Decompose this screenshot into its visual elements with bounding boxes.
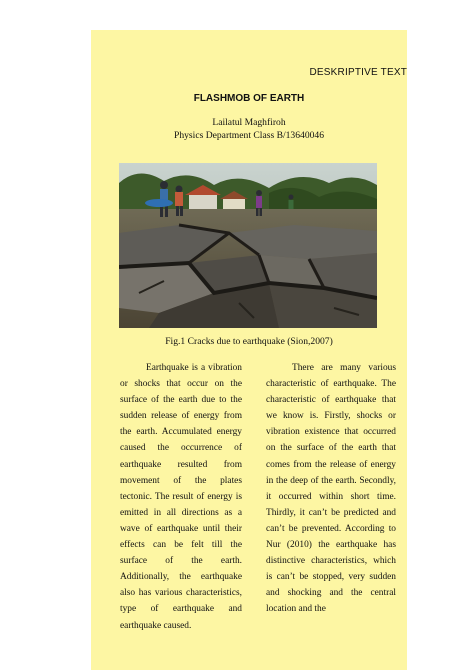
author-affiliation: Physics Department Class B/13640046 xyxy=(173,129,325,141)
document-page xyxy=(91,30,407,670)
author-name: Lailatul Maghfiroh xyxy=(212,117,286,128)
blue-container xyxy=(145,199,173,207)
left-column xyxy=(120,360,242,634)
author-block xyxy=(91,117,407,142)
right-column xyxy=(266,360,396,618)
earthquake-photo xyxy=(119,163,377,361)
genre-label: DESKRIPTIVE TEXT xyxy=(309,67,407,78)
right-column-text: There are many various characteristic of earthquake. The characteristic of earthquake that we know is. Firstly, shocks or vibration existence that occurred on the surface of the earth that comes from the release of energy in the deep of the earth. Secondly, it occurred within short time. Thirdly, it can’t be predicted and can’t be prevented. According to Nur (2010) the earthquake has distinctive characteristics, which is can’t be stopped, very sudden and shocking and the central location and the xyxy=(266,363,396,615)
figure-caption: Fig.1 Cracks due to earthquake (Sion,2007) xyxy=(165,336,333,347)
document-title: FLASHMOB OF EARTH xyxy=(193,93,305,104)
left-column-text: Earthquake is a vibration or shocks that occur on the surface of the earth due to the sudden release of energy from the earth. Accumulated energy caused the occurrence of earthquake resulted from movement of the plates tectonic. The result of energy is emitted in all directions as a wave of earthquake until their effects can be felt till the surface of the earth. Additionally, the earthquake also has various characteristics, type of earthquake and earthquake caused. xyxy=(120,363,242,631)
cracked-road-illustration xyxy=(119,163,377,328)
